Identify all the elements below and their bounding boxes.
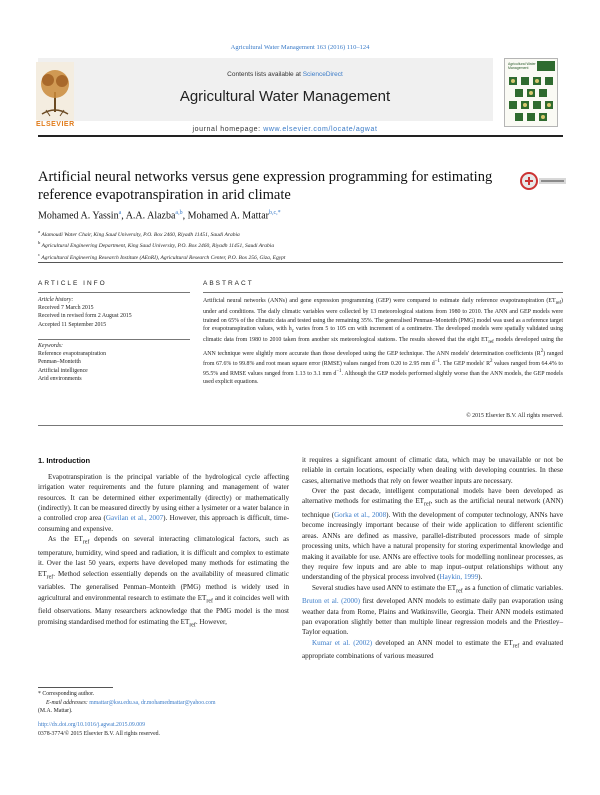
cover-pattern-icon	[505, 59, 557, 126]
section-heading-introduction: 1. Introduction	[38, 456, 91, 465]
homepage-prefix: journal homepage:	[192, 126, 261, 133]
contents-prefix: Contents lists available at	[227, 71, 301, 78]
corresponding-author-note: * Corresponding author.	[38, 691, 95, 697]
author-affiliation-marker[interactable]: a	[118, 210, 122, 216]
affiliation-line: $^a$ Alamoudi Water Chair, King Saud University, P.O. Box 2460, Riyadh 11451, Saudi Arabia	[38, 229, 240, 238]
author-affiliation-marker[interactable]: a,b	[175, 210, 183, 216]
publisher-logo-text: ELSEVIER	[36, 121, 75, 128]
author-list: Mohamed A. Yassin$^a$, A.A. Alazba$^{a,b}$, Mohamed A. Mattar$^{b,c,*}$	[38, 210, 281, 222]
author-name[interactable]: Mohamed A. Mattar	[187, 210, 269, 222]
article-history	[38, 296, 190, 329]
citation-link[interactable]: Gavilan et al., 2007	[105, 514, 164, 523]
paragraph: Evapotranspiration is the principal variable of the hydrological cycle affecting irrigation water requirements and the future planning and management of water resources. It can be determined either experimentally (directly) or mathematically (indirectly). It can be measured directly by using either a lysimeter or a water balance in a controlled crop area (Gavilan et al., 2007). However, this approach is difficult, time-consuming and expensive.	[38, 473, 289, 533]
paragraph: Several studies have used ANN to estimate the $ET_{ref}$ as a function of climatic variables. Bruton et al. (2000) first developed ANN models to estimate daily pan evaporation using weather data from Rome, Plains and Watkinsville, Georgia. Their ANN models estimated pan evaporation slightly better than multiple linear regression models and the Priestley–Taylor equation.	[302, 583, 564, 637]
affiliation-line: $^b$ Agricultural Engineering Department, King Saud University, P.O. Box 2460, Riyadh 11451, Saudi Arabia	[38, 240, 275, 250]
footnote	[38, 690, 289, 716]
footnote-rule	[38, 687, 113, 688]
journal-homepage-link[interactable]: www.elsevier.com/locate/agwat	[263, 126, 378, 133]
article-info-rule	[38, 292, 190, 293]
section-rule	[38, 262, 563, 263]
journal-cover-thumbnail[interactable]	[504, 58, 558, 127]
author-name[interactable]: A.A. Alazba	[125, 210, 176, 222]
history-item: Received in revised form 2 August 2015	[38, 313, 132, 320]
sciencedirect-link[interactable]: ScienceDirect	[302, 71, 343, 78]
affiliation-line: $^c$ Agricultural Engineering Research Institute (AEnRI), Agricultural Research Center, P.O. Box 256, Giza, Egypt	[38, 251, 286, 261]
abstract-text: Artificial neural networks (ANNs) and gene expression programming (GEP) were compared to estimate daily reference evapotranspiration $(ET_{ref})$ under arid conditions. The daily climatic variables were collected by 13 meteorological stations from 1980 to 2010. The ANN and GEP models were trained on 65% of the climatic data and tested using the remaining 35%. The generalised Penman–Monteith (PMG) model was used as a reference target for evapotranspiration values, with $h_c$ varies from 5 to 105 cm with increment of a centimetre. The developed models were spatially validated using climatic data from 1980 to 2010 taken from another six meteorological stations. The results showed that the eight $ET_{ref}$ models developed using the ANN technique were slightly more accurate than those developed using the GEP technique. The ANN models' determination coefficients $(R^2)$ ranged from 67.6% to 99.8% and root mean square error (RMSE) values ranged from 0.20 to 2.95 mm $d^{-1}$. The GEP models' $R^2$ values ranged from 64.4% to 95.5% and RMSE values ranged from 1.13 to 3.1 mm $d^{-1}$. Although the GEP models performed slightly worse than the ANN models, the GEP models used explicit equations.	[203, 298, 563, 386]
citation-link[interactable]: Haykin, 1999	[439, 573, 479, 582]
author-name[interactable]: Mohamed A. Yassin	[38, 210, 119, 222]
keywords-label: Keywords:	[38, 343, 63, 349]
paragraph: As the $ET_{ref}$ depends on several interacting climatological factors, such as temperature, humidity, wind speed and radiation, it is difficult and complex to estimate it. Over the last 50 years, experts have developed many methods for estimating the $ET_{ref}$. Method selection essentially depends on the availability of measured climatic variables. The generalised Penman–Monteith (PMG) method is widely used in agricultural and environmental research to estimate the $ET_{ref}$ and it coincides well with field observations. Many researchers acknowledge that the PMG model is the most promising standardised method for estimating the $ET_{ref}$. However,	[38, 535, 290, 629]
article-title: Artificial neural networks versus gene expression programming for estimating reference evapotranspiration in arid climate	[38, 169, 493, 203]
header-rule	[38, 135, 563, 137]
email-line: E-mail addresses: mmattar@ksu.edu.sa, dr.mohamedmattar@yahoo.com	[46, 699, 216, 706]
history-item: Accepted 11 September 2015	[38, 321, 107, 328]
abstract-rule	[203, 292, 563, 293]
keyword-item: Reference evapotranspiration	[38, 351, 107, 358]
keywords	[38, 342, 190, 383]
email-owner: (M.A. Mattar).	[38, 708, 73, 715]
journal-citation[interactable]: Agricultural Water Management 163 (2016) 110–124	[230, 44, 370, 51]
keyword-item: Arid environments	[38, 375, 82, 382]
abstract-bottom-rule	[38, 425, 563, 426]
history-label: Article history:	[38, 297, 74, 303]
citation-link[interactable]: Gorka et al., 2008	[334, 511, 387, 520]
body-column-left	[38, 472, 289, 630]
author-affiliation-marker[interactable]: b,c,*	[268, 210, 281, 216]
issn-copyright: 0378-3774/© 2015 Elsevier B.V. All rights reserved.	[38, 730, 160, 737]
paragraph: it requires a significant amount of climatic data, which may be unavailable or not be reliable in certain locations, especially when dealing with developing countries. In these cases, alternative methods that rely on fewer weather inputs are necessary.	[302, 456, 563, 485]
paragraph: Over the past decade, intelligent computational models have been developed as alternative methods for estimating the $ET_{ref}$, such as the artificial neural network (ANN) technique (Gorka et al., 2008). With the development of computer technology, ANNs have become increasingly important because of their wide application to different scientific areas. ANNs are defined as massive, parallel-distributed processors made of simple processing units, which have a natural propensity for storing experimental knowledge and making it available for use. ANNs are effective tools for modelling nonlinear processes, as they require few inputs and are able to map input–output relationships without any understanding of the physical process involved (Haykin, 1999).	[302, 487, 564, 582]
elsevier-tree-logo-icon	[36, 62, 74, 120]
doi-link[interactable]: http://dx.doi.org/10.1016/j.agwat.2015.09.009	[38, 722, 145, 728]
abstract-copyright: © 2015 Elsevier B.V. All rights reserved.	[466, 413, 563, 419]
contents-line	[80, 71, 490, 78]
citation-link[interactable]: Kumar et al. (2002)	[312, 638, 373, 647]
abstract-heading: ABSTRACT	[203, 280, 254, 287]
cover-title: Agricultural Water Management	[508, 62, 536, 70]
paragraph: Kumar et al. (2002) developed an ANN model to estimate the $ET_{ref}$ and evaluated appropriate combinations of various measured	[302, 638, 563, 661]
article-info-heading: ARTICLE INFO	[38, 280, 107, 287]
body-column-right	[302, 455, 563, 662]
keyword-item: Penman–Monteith	[38, 359, 81, 366]
keyword-item: Artificial intelligence	[38, 367, 88, 374]
doi-block	[38, 721, 289, 738]
article-info-rule	[38, 339, 190, 340]
affiliations	[38, 228, 563, 262]
journal-homepage-line	[80, 126, 490, 133]
email-link[interactable]: mmattar@ksu.edu.sa, dr.mohamedmattar@yahoo.com	[89, 699, 216, 706]
journal-title: Agricultural Water Management	[179, 88, 391, 105]
history-item: Received 7 March 2015	[38, 305, 94, 312]
citation-link[interactable]: Bruton et al. (2000)	[302, 597, 360, 606]
crossmark-icon[interactable]	[520, 170, 568, 192]
